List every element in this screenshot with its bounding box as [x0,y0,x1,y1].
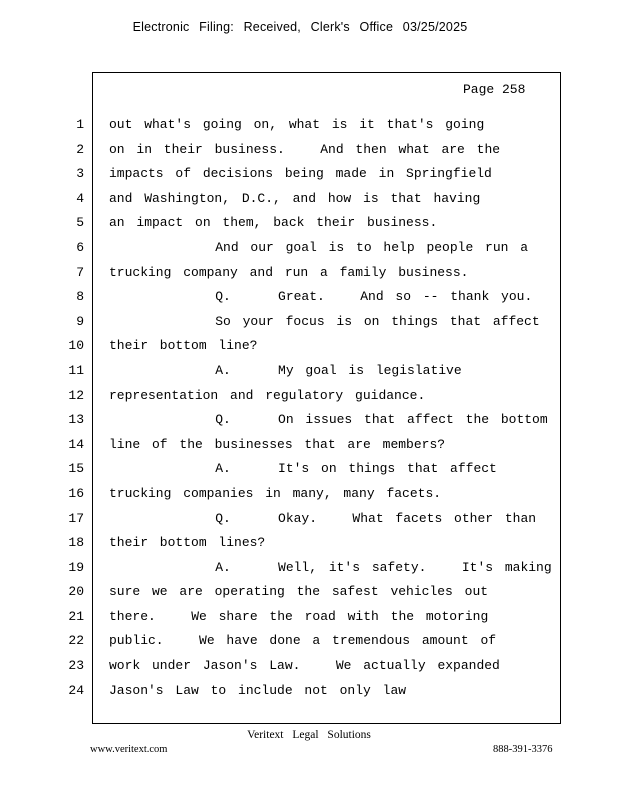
transcript-text [109,113,554,703]
line-number: 15 [68,461,84,477]
line-number: 9 [76,313,84,329]
transcript-line: Q. Okay. What facets other than [109,510,537,526]
line-number: 7 [76,264,84,280]
line-number: 8 [76,289,84,305]
transcript-line: on in their business. And then what are the [109,141,501,157]
transcript-line: line of the businesses that are members? [109,436,446,452]
line-number: 2 [76,141,84,157]
line-number: 6 [76,239,84,255]
line-number: 23 [68,658,84,674]
transcript-line: trucking companies in many, many facets. [109,485,442,501]
transcript-line: A. My goal is legislative [109,362,462,378]
line-number: 18 [68,535,84,551]
filing-header: Electronic Filing: Received, Clerk's Office 03/25/2025 [132,20,468,34]
transcript-line: A. It's on things that affect [109,461,497,477]
footer-phone: 888-391-3376 [493,744,553,755]
line-number: 3 [76,166,84,182]
line-number: 1 [76,117,84,132]
transcript-line: work under Jason's Law. We actually expanded [109,658,500,674]
line-number: 13 [68,412,84,428]
transcript-line: representation and regulatory guidance. [109,387,426,403]
transcript-line: So your focus is on things that affect [109,313,540,329]
transcript-line: Jason's Law to include not only law [109,682,407,698]
line-number: 21 [68,608,84,624]
line-number: 14 [68,436,84,452]
transcript-line: their bottom line? [109,338,258,354]
transcript-line: And our goal is to help people run a [109,239,529,255]
transcript-line: out what's going on, what is it that's going [109,117,485,132]
line-number: 10 [68,338,84,354]
transcript-line: Q. On issues that affect the bottom [109,412,548,428]
transcript-line: trucking company and run a family business. [109,264,469,280]
transcript-line: A. Well, it's safety. It's making [109,559,552,575]
transcript-line: an impact on them, back their business. [109,215,438,231]
transcript-line: there. We share the road with the motoring [109,608,489,624]
transcript-line: and Washington, D.C., and how is that having [109,190,481,206]
line-number: 22 [68,633,84,649]
transcript-line: public. We have done a tremendous amount of [109,633,497,649]
transcript-line: impacts of decisions being made in Springfield [109,166,492,182]
footer-company: Veritext Legal Solutions [247,729,371,741]
line-number: 16 [68,485,84,501]
transcript-line: Q. Great. And so -- thank you. [109,289,533,305]
line-number: 12 [68,387,84,403]
line-number: 17 [68,510,84,526]
line-number-column [60,113,84,703]
footer-website[interactable]: www.veritext.com [90,744,168,755]
transcript-line: their bottom lines? [109,535,266,551]
line-number: 19 [68,559,84,575]
line-number: 4 [76,190,84,206]
line-number: 11 [68,362,84,378]
transcript-line: sure we are operating the safest vehicles out [109,584,489,600]
line-number: 24 [68,682,84,698]
page-number: Page 258 [463,82,526,97]
line-number: 20 [68,584,84,600]
line-number: 5 [76,215,84,231]
